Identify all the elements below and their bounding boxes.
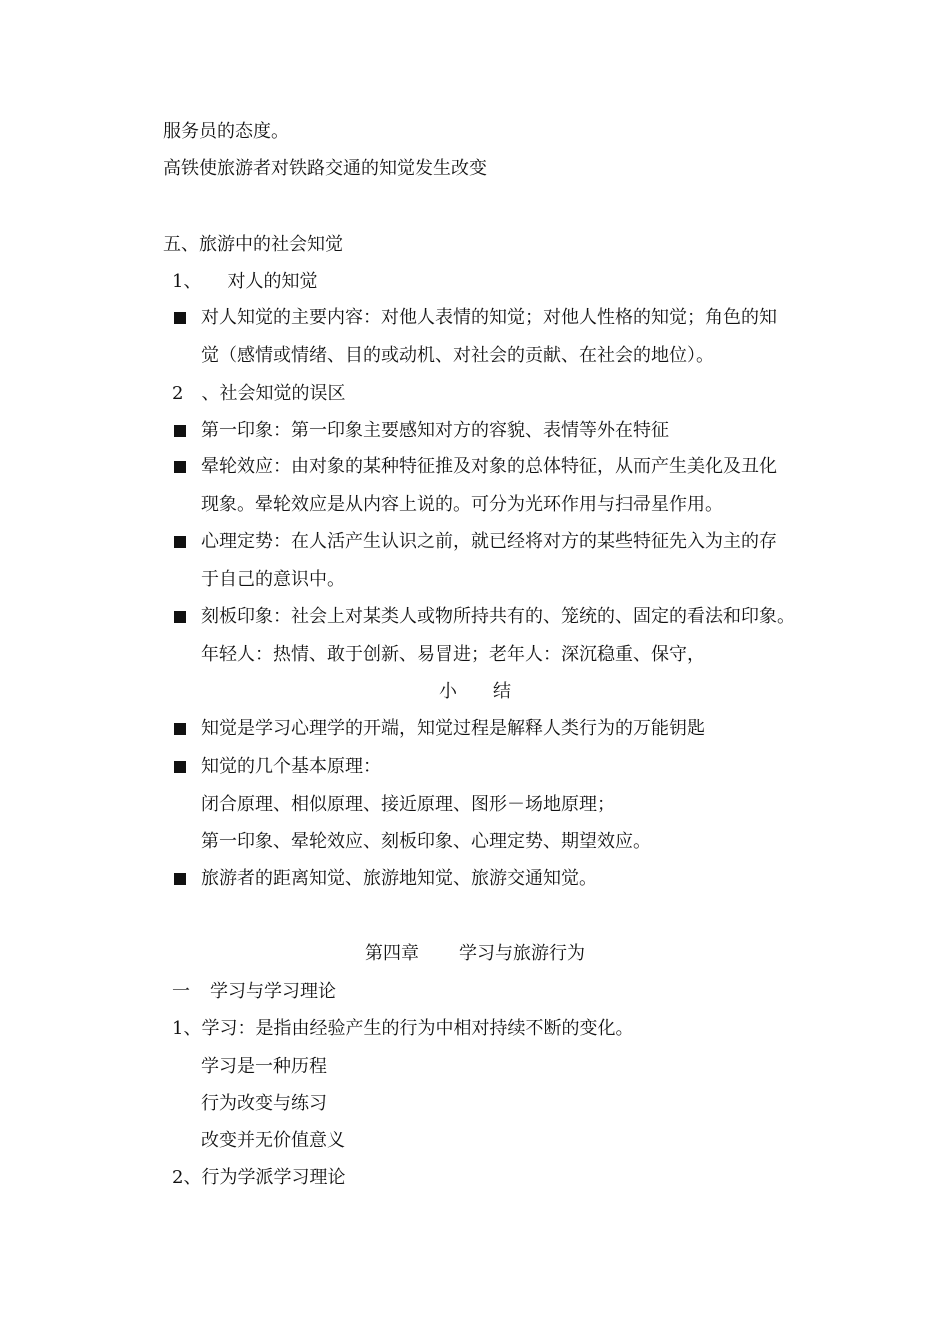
text-line: 改变并无价值意义: [201, 1130, 345, 1151]
text-line: 年轻人：热情、敢于创新、易冒进；老年人：深沉稳重、保守，: [201, 644, 705, 665]
chapter-title: [0, 942, 950, 966]
section-number: 一: [172, 981, 190, 1002]
section-heading: 五、旅游中的社会知觉: [163, 234, 343, 255]
summary-heading: [0, 680, 950, 704]
chapter-name: 学习与旅游行为: [459, 943, 585, 964]
bullet-square-icon: [174, 723, 186, 735]
text-line: 2、行为学派学习理论: [172, 1167, 346, 1188]
summary-heading-part: 小: [439, 681, 457, 702]
bullet-square-icon: [174, 761, 186, 773]
text-line: 第一印象、晕轮效应、刻板印象、心理定势、期望效应。: [201, 831, 651, 852]
text-line: 高铁使旅游者对铁路交通的知觉发生改变: [163, 158, 487, 179]
bullet-text: 刻板印象：社会上对某类人或物所持共有的、笼统的、固定的看法和印象。: [201, 606, 795, 627]
text-line: 觉（感情或情绪、目的或动机、对社会的贡献、在社会的地位）。: [201, 345, 714, 366]
text-line: 闭合原理、相似原理、接近原理、图形－场地原理；: [201, 794, 615, 815]
subsection-heading: [172, 382, 345, 406]
section-title: 学习与学习理论: [210, 981, 336, 1002]
text-line: 学习是一种历程: [201, 1056, 327, 1077]
bullet-text: 对人知觉的主要内容：对他人表情的知觉；对他人性格的知觉；角色的知: [201, 307, 777, 328]
chapter-number: 第四章: [365, 943, 419, 964]
summary-heading-part: 结: [493, 681, 511, 702]
bullet-text: 旅游者的距离知觉、旅游地知觉、旅游交通知觉。: [201, 868, 597, 889]
text-line: 服务员的态度。: [163, 121, 289, 142]
bullet-square-icon: [174, 536, 186, 548]
text-line: 1、学习：是指由经验产生的行为中相对持续不断的变化。: [172, 1018, 634, 1039]
bullet-text: 第一印象：第一印象主要感知对方的容貌、表情等外在特征: [201, 420, 669, 441]
bullet-text: 知觉是学习心理学的开端，知觉过程是解释人类行为的万能钥匙: [201, 718, 705, 739]
bullet-square-icon: [174, 611, 186, 623]
section-heading: [172, 980, 336, 1004]
subsection-heading: [172, 270, 317, 294]
subsection-number: 2: [172, 383, 184, 404]
text-line: 现象。晕轮效应是从内容上说的。可分为光环作用与扫帚星作用。: [201, 494, 723, 515]
subsection-number: 1、: [172, 271, 202, 292]
bullet-square-icon: [174, 312, 186, 324]
text-line: 行为改变与练习: [201, 1093, 327, 1114]
bullet-text: 晕轮效应：由对象的某种特征推及对象的总体特征，从而产生美化及丑化: [201, 456, 777, 477]
subsection-title: 、社会知觉的误区: [201, 383, 346, 404]
text-line: 于自己的意识中。: [201, 569, 345, 590]
bullet-square-icon: [174, 461, 186, 473]
bullet-text: 心理定势：在人活产生认识之前，就已经将对方的某些特征先入为主的存: [201, 531, 777, 552]
subsection-title: 对人的知觉: [227, 271, 318, 292]
bullet-text: 知觉的几个基本原理：: [201, 756, 381, 777]
bullet-square-icon: [174, 425, 186, 437]
bullet-square-icon: [174, 873, 186, 885]
